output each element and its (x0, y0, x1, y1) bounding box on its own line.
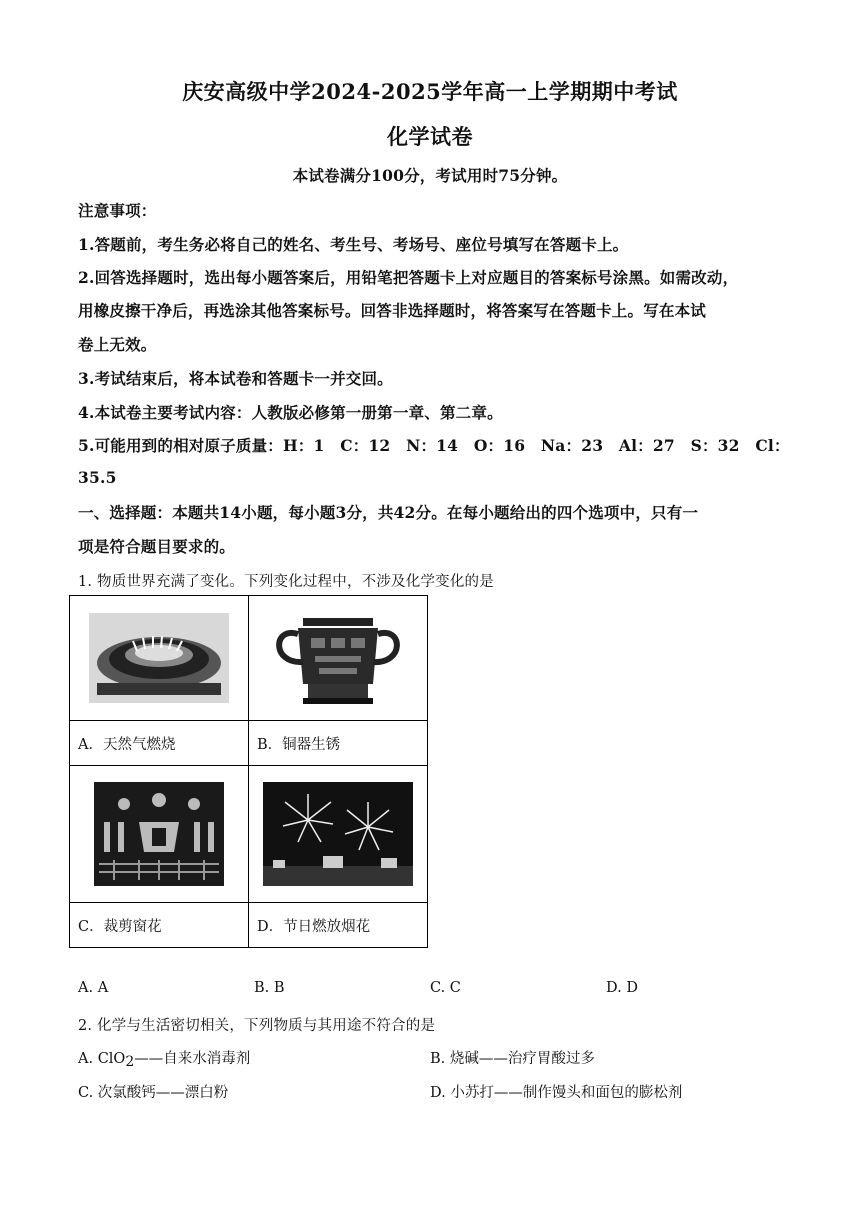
q2-choice-a-text: ——自来水消毒剂 (134, 1051, 251, 1067)
note-item-2-line-3: 卷上无效。 (78, 335, 157, 354)
note-item-1: 1.答题前，考生务必将自己的姓名、考生号、考场号、座位号填写在答题卡上。 (78, 235, 629, 254)
option-c-image-cell (70, 766, 249, 903)
option-c-label: C．裁剪窗花 (70, 903, 249, 948)
note-item-3: 3.考试结束后，将本试卷和答题卡一并交回。 (78, 369, 393, 388)
q1-choice-d: D. D (606, 980, 638, 996)
option-d-label: D．节日燃放烟花 (249, 903, 428, 948)
question-1-stem: 1. 物质世界充满了变化。下列变化过程中，不涉及化学变化的是 (78, 574, 494, 590)
paper-cutting-image (94, 782, 224, 886)
q1-choice-c: C. C (430, 980, 461, 996)
option-a-image-cell (70, 596, 249, 721)
option-b-image-cell (249, 596, 428, 721)
note-item-2-line-2: 用橡皮擦干净后，再选涂其他答案标号。回答非选择题时，将答案写在答题卡上。写在本试 (78, 301, 707, 320)
option-d-image-cell (249, 766, 428, 903)
option-a-label: A．天然气燃烧 (70, 721, 249, 766)
q2-choice-c: C. 次氯酸钙——漂白粉 (78, 1085, 229, 1101)
q1-choice-b: B. B (254, 980, 285, 996)
q2-choice-b: B. 烧碱——治疗胃酸过多 (430, 1051, 595, 1067)
section-heading-line-1: 一、选择题：本题共14小题，每小题3分，共42分。在每小题给出的四个选项中，只有一 (78, 503, 699, 522)
option-b-label: B．铜器生锈 (249, 721, 428, 766)
fireworks-image (263, 782, 413, 886)
note-item-2-line-1: 2.回答选择题时，选出每小题答案后，用铅笔把答题卡上对应题目的答案标号涂黑。如需改动， (78, 268, 739, 287)
q2-choice-a (78, 1047, 250, 1070)
exam-subtitle: 化学试卷 (387, 124, 473, 149)
section-heading-line-2: 项是符合题目要求的。 (78, 537, 236, 556)
note-item-4: 4.本试卷主要考试内容：人教版必修第一册第一章、第二章。 (78, 403, 503, 422)
note-item-5-line-2: 35.5 (78, 468, 117, 487)
exam-title: 庆安高级中学2024-2025学年高一上学期期中考试 (182, 79, 678, 104)
q2-choice-a-subscript: 2 (125, 1054, 135, 1070)
bronze-vessel-image (263, 606, 413, 711)
note-item-5-line-1: 5.可能用到的相对原子质量：H：1 C：12 N：14 O：16 Na：23 Al：27 S：32 Cl： (78, 436, 790, 455)
gas-stove-flame-image (89, 613, 229, 703)
question-2-stem: 2. 化学与生活密切相关，下列物质与其用途不符合的是 (78, 1018, 436, 1034)
q1-choice-a: A. A (78, 980, 109, 996)
question-1-options-table (69, 595, 428, 948)
q2-choice-a-prefix: A. ClO (78, 1051, 126, 1067)
exam-info: 本试卷满分100分，考试用时75分钟。 (292, 166, 568, 185)
q2-choice-d: D. 小苏打——制作馒头和面包的膨松剂 (430, 1085, 683, 1101)
notes-heading: 注意事项： (78, 201, 157, 220)
